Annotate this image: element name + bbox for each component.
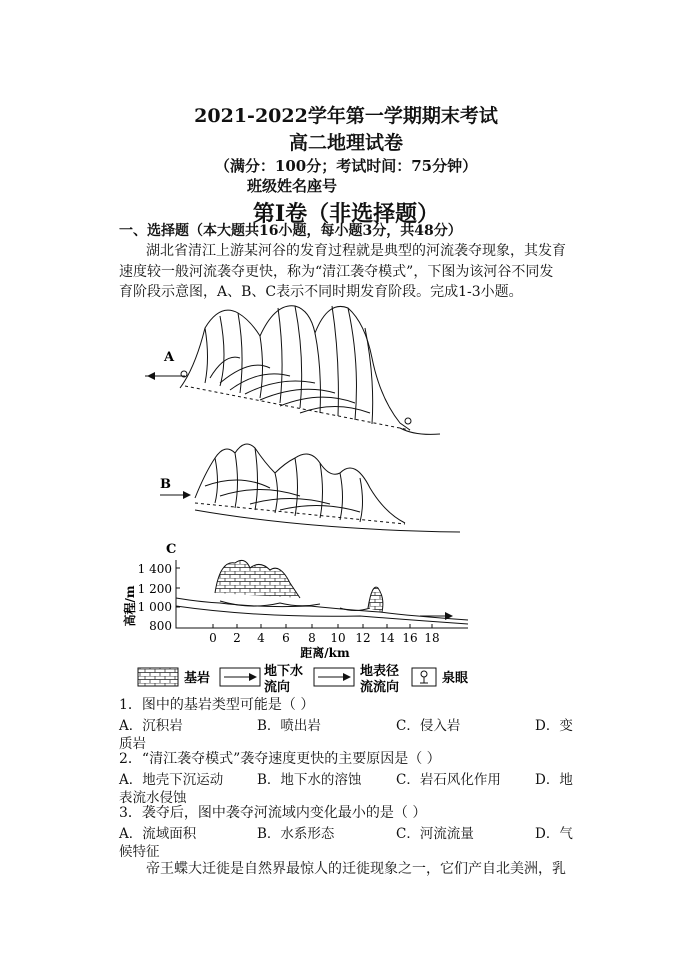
x-tick-6: 6 <box>282 631 290 645</box>
volume-heading: 第Ⅰ卷（非选择题） <box>252 201 440 227</box>
stage-c-label: C <box>166 542 177 557</box>
bedrock-legend-icon <box>138 668 178 686</box>
question-2-stem: 2．“清江袭夺模式”袭夺速度更快的主要原因是（ ） <box>119 751 441 767</box>
trailing-passage: 帝王蝶大迁徙是自然界最惊人的迁徙现象之一，它们产自北美洲，乳 <box>146 861 566 877</box>
x-tick-18: 18 <box>424 631 440 645</box>
question-3-option-c: C．河流流量 <box>396 826 474 842</box>
x-tick-8: 8 <box>308 631 316 645</box>
legend-groundwater-2: 流向 <box>264 680 291 695</box>
y-tick-1200: 1 200 <box>137 582 172 596</box>
stage-a-label: A <box>164 350 175 365</box>
question-1-option-b: B．喷出岩 <box>257 718 321 734</box>
intro-line-1: 湖北省清江上游某河谷的发育过程就是典型的河流袭夺现象，其发育 <box>146 243 566 259</box>
question-1-stem: 1．图中的基岩类型可能是（ ） <box>119 697 315 713</box>
stage-c-diagram <box>176 560 468 628</box>
exam-subtitle: 高二地理试卷 <box>288 132 403 154</box>
intro-line-3: 育阶段示意图，A、B、C表示不同时期发育阶段。完成1-3小题。 <box>119 284 523 300</box>
river-capture-figure <box>110 298 490 698</box>
stage-a-diagram <box>145 306 440 435</box>
surface-flow-arrow-icon <box>314 668 354 686</box>
x-tick-14: 14 <box>379 631 395 645</box>
section-heading: 一、选择题（本大题共16小题，每小题3分，共48分） <box>119 223 462 239</box>
intro-line-2: 速度较一般河流袭夺更快，称为“清江袭夺模式”，下图为该河谷不同发 <box>119 264 554 280</box>
y-tick-1400: 1 400 <box>137 562 172 576</box>
question-2-option-c: C．岩石风化作用 <box>396 772 501 788</box>
y-axis-label: 高程/m <box>123 585 137 627</box>
question-2-wrap: 表流水侵蚀 <box>119 790 187 806</box>
question-2-option-a: A．地壳下沉运动 <box>119 772 224 788</box>
score-info: （满分：100分；考试时间：75分钟） <box>214 157 478 175</box>
stage-b-diagram <box>160 444 460 532</box>
question-3-stem: 3．袭夺后，图中袭夺河流域内变化最小的是（ ） <box>119 805 427 821</box>
legend-groundwater-1: 地下水 <box>264 664 304 679</box>
x-tick-2: 2 <box>233 631 241 645</box>
question-1-option-c: C．侵入岩 <box>396 718 461 734</box>
spring-icon <box>412 668 436 686</box>
legend-spring: 泉眼 <box>442 671 469 686</box>
question-1-wrap: 质岩 <box>119 736 146 752</box>
question-3-option-d: D．气 <box>535 826 573 842</box>
exam-title: 2021-2022学年第一学期期末考试 <box>194 105 498 127</box>
student-info: 班级姓名座号 <box>247 177 338 195</box>
stage-b-label: B <box>160 477 171 492</box>
question-3-wrap: 候特征 <box>119 844 160 860</box>
question-2-option-d: D．地 <box>535 772 573 788</box>
x-axis-label: 距离/km <box>300 646 350 660</box>
question-3-option-b: B．水系形态 <box>257 826 335 842</box>
x-tick-12: 12 <box>355 631 371 645</box>
legend-surface-2: 流流向 <box>360 680 400 695</box>
groundwater-arrow-icon <box>220 668 260 686</box>
question-1-option-d: D．变 <box>535 718 573 734</box>
x-tick-0: 0 <box>209 631 217 645</box>
x-tick-4: 4 <box>257 631 265 645</box>
x-tick-16: 16 <box>402 631 418 645</box>
legend-bedrock: 基岩 <box>184 671 211 686</box>
y-tick-1000: 1 000 <box>137 600 172 614</box>
question-2-option-b: B．地下水的溶蚀 <box>257 772 362 788</box>
question-3-option-a: A．流域面积 <box>119 826 197 842</box>
y-tick-800: 800 <box>149 619 172 633</box>
question-1-option-a: A．沉积岩 <box>119 718 183 734</box>
x-tick-10: 10 <box>330 631 346 645</box>
legend-surface-1: 地表径 <box>360 664 400 679</box>
